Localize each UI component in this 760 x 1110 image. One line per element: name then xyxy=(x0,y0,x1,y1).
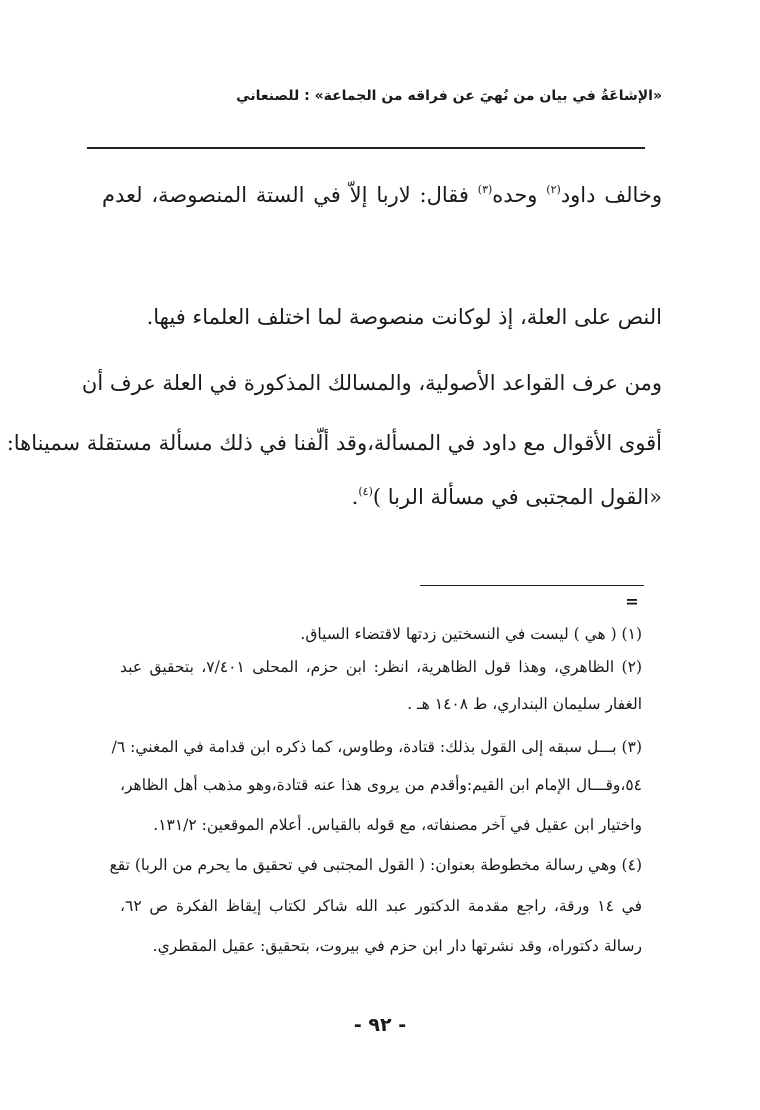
body-text: فقال: لاربا إلاّ في الستة المنصوصة، لعدم xyxy=(102,183,478,207)
footnote-2-line-2: الغفار سليمان البنداري، ط ١٤٠٨ هـ . xyxy=(407,695,642,713)
header-rule xyxy=(87,147,645,149)
footnote-3-line-3: واختيار ابن عقيل في آخر مصنفاته، مع قوله بالقياس. أعلام الموقعين: ١٣١/٢. xyxy=(153,816,642,834)
body-text: . xyxy=(351,485,359,509)
footnote-3-line-1: (٣) بـــل سبقه إلى القول بذلك: قتادة، وطاوس، كما ذكره ابن قدامة في المغني: ٦/ xyxy=(111,738,642,756)
page-number: - ٩٢ - xyxy=(353,1014,407,1036)
body-line-5 xyxy=(102,482,662,512)
footnote-4-line-3: رسالة دكتوراه، وقد نشرتها دار ابن حزم في بيروت، بتحقيق: عقيل المقطري. xyxy=(152,937,642,955)
footnote-4-line-2: في ١٤ ورقة، راجع مقدمة الدكتور عبد الله شاكر لكتاب إيقاظ الفكرة ص ٦٢، xyxy=(120,897,642,915)
footnote-ref: (٤) xyxy=(358,485,373,498)
footnote-1: (١) ( هي ) ليست في النسختين زدتها لاقتضاء السياق. xyxy=(300,625,642,643)
footnote-rule xyxy=(420,585,644,586)
body-line-3: ومن عرف القواعد الأصولية، والمسالك المذكورة في العلة عرف أن xyxy=(81,371,662,395)
body-text: وخالف داود xyxy=(560,183,662,207)
body-line-2: النص على العلة، إذ لوكانت منصوصة لما اختلف العلماء فيها. xyxy=(146,305,662,329)
footnote-ref: (٣) xyxy=(477,183,493,196)
body-line-1 xyxy=(102,180,662,210)
footnote-3-line-2: ٥٤،وقـــال الإمام ابن القيم:وأقدم من يروى هذا عنه قتادة،وهو مذهب أهل الظاهر، xyxy=(120,776,642,794)
body-text: «القول المجتبى في مسألة الربا ) xyxy=(372,485,662,509)
running-head: «الإشاعَةُ في بيان من نُهيَ عن فراقه من الجماعة» : للصنعاني xyxy=(236,88,662,104)
body-text: وحده xyxy=(492,183,547,207)
footnote-2-line-1: (٢) الظاهري، وهذا قول الظاهرية، انظر: ابن حزم، المحلى ٧/٤٠١، بتحقيق عبد xyxy=(120,658,642,676)
body-line-4: أقوى الأقوال مع داود في المسألة،وقد ألّفنا في ذلك مسألة مستقلة سميناها: xyxy=(6,431,662,455)
continuation-mark: = xyxy=(625,592,639,611)
footnote-ref: (٢) xyxy=(546,183,561,196)
footnote-4-line-1: (٤) وهي رسالة مخطوطة بعنوان: ( القول المجتبى في تحقيق ما يحرم من الربا) تقع xyxy=(109,856,642,874)
